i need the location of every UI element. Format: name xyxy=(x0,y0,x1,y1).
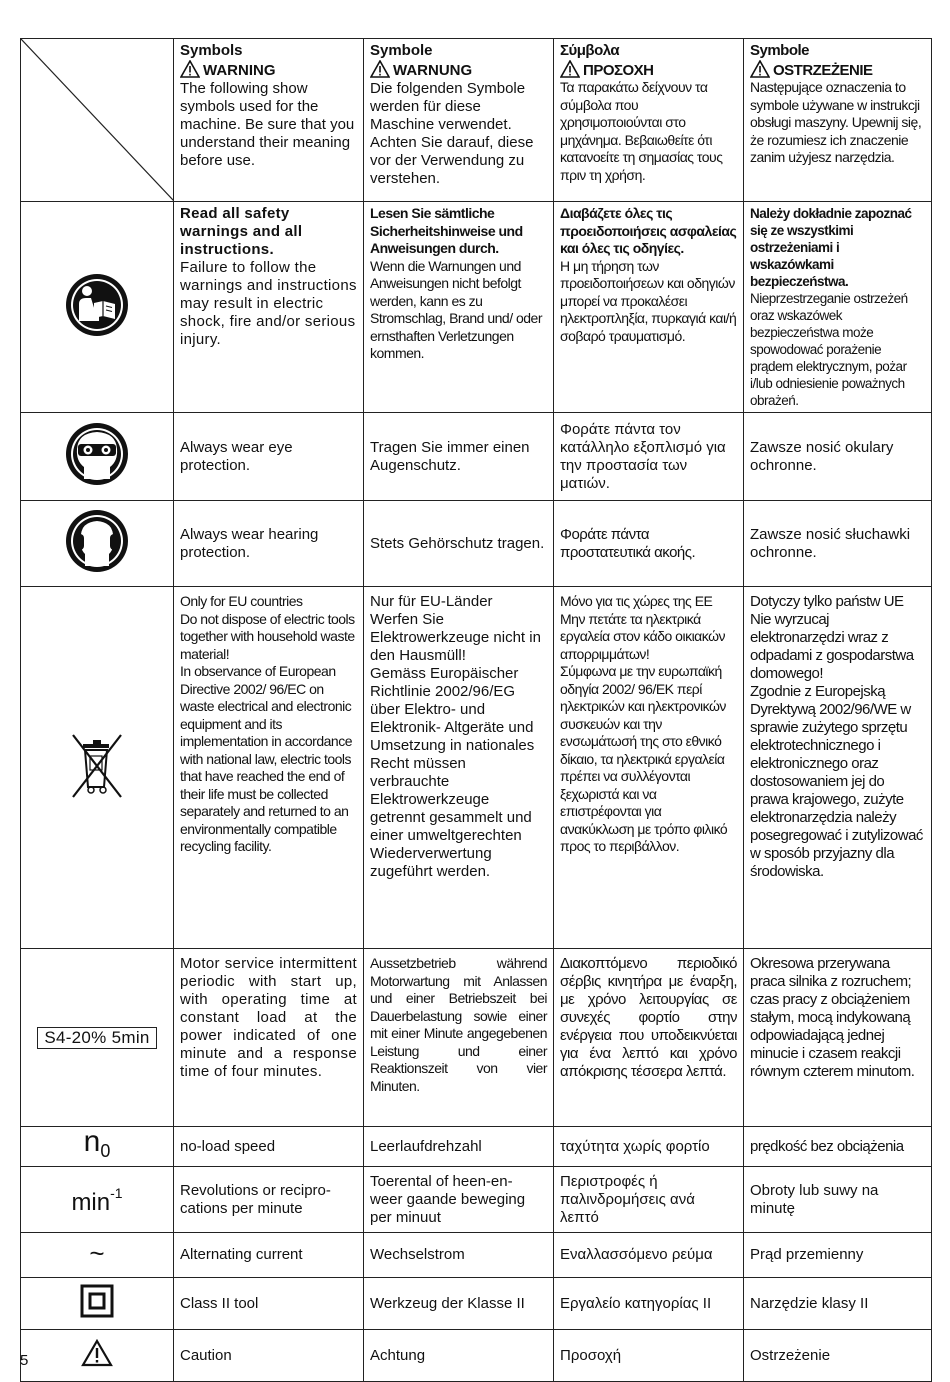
min-el: Περιστροφές ή παλινδρομήσεις ανά λεπτό xyxy=(554,1167,744,1233)
header-el-text: Τα παρακάτω δείχνουν τα σύμβολα που χρησιμοποιούνται στο μηχάνημα. Βεβαιωθείτε ότι κατανοείτε τη σημασίας τους πριν τη χρήση. xyxy=(560,79,723,183)
eye-en: Always wear eye protection. xyxy=(174,413,364,501)
min-symbol: min xyxy=(71,1189,111,1216)
symbols-table xyxy=(20,38,932,1382)
alternating-current-row xyxy=(21,1233,932,1278)
weee-symbol-cell xyxy=(21,587,174,949)
read-symbol-cell xyxy=(21,202,174,413)
header-diagonal-cell xyxy=(21,39,174,202)
ear-el: Φοράτε πάντα προστατευτικά ακοής. xyxy=(554,501,744,587)
ac-de: Wechselstrom xyxy=(364,1233,554,1278)
ear-pl: Zawsze nosić słuchawki ochronne. xyxy=(744,501,932,587)
eye-de: Tragen Sie immer einen Augenschutz. xyxy=(364,413,554,501)
weee-de: Nur für EU-Länder Werfen Sie Elektrowerkzeuge nicht in den Hausmüll! Gemäss Europäischer Richtlinie 2002/96/EG über Elektro- und Elektronik- Altgeräte und Umsetzung in nationales Recht müssen verbrauchte Elektrowerkzeuge getrennt gesammelt und einer umweltgerechten Wiederverwertung zugeführt werden. xyxy=(364,587,554,949)
min-symbol-cell xyxy=(21,1167,174,1233)
read-de xyxy=(364,202,554,413)
header-el xyxy=(554,39,744,202)
warning-triangle-icon xyxy=(81,1339,113,1367)
header-pl-title: Symbole xyxy=(750,42,810,59)
hearing-protection-icon xyxy=(64,508,130,574)
warning-triangle-icon xyxy=(180,60,200,78)
s4-pl: Okresowa przerywana praca silnika z rozruchem; czas pracy z obciążeniem stałym, mocą indykowaną odpowiadającą jednej minucie i czasem reakcji równym czterem minutom. xyxy=(744,949,932,1127)
eye-el: Φοράτε πάντα τον κατάλληλο εξοπλισμό για την προστασία των ματιών. xyxy=(554,413,744,501)
header-pl-warning xyxy=(750,60,925,80)
header-de-warning-label: WARNUNG xyxy=(393,62,473,79)
eye-symbol-cell xyxy=(21,413,174,501)
n0-symbol: n xyxy=(83,1126,101,1158)
hearing-protection-row xyxy=(21,501,932,587)
caution-de: Achtung xyxy=(364,1330,554,1382)
s4-de: Aussetzbetrieb während Motorwartung mit Anlassen und einer Betriebszeit bei Dauerbelastung sowie einer mit einer Minute angegebenen Leistung und einer Reaktionszeit von vier Minuten. xyxy=(364,949,554,1127)
header-en-warning-label: WARNING xyxy=(203,62,276,79)
class2-el: Εργαλείο κατηγορίας II xyxy=(554,1278,744,1330)
read-de-bold: Lesen Sie sämtliche Sicherheitshinweise und Anweisungen durch. xyxy=(370,205,523,256)
class-ii-row xyxy=(21,1278,932,1330)
eye-protection-row xyxy=(21,413,932,501)
class2-de: Werkzeug der Klasse II xyxy=(364,1278,554,1330)
eye-pl: Zawsze nosić okulary ochronne. xyxy=(744,413,932,501)
duty-cycle-badge: S4-20% 5min xyxy=(37,1027,156,1049)
n0-pl: prędkość bez obciążenia xyxy=(744,1127,932,1167)
ear-de: Stets Gehörschutz tragen. xyxy=(364,501,554,587)
weee-el: Μόνο για τις χώρες της ΕΕ Μην πετάτε τα ηλεκτρικά εργαλεία στον κάδο οικιακών απορριμμάτων! Σύμφωνα με την ευρωπαϊκή οδηγία 2002/ 96/ΕΚ περί ηλεκτρικών και ηλεκτρονικών συσκευών και την ενσωμάτωσή της στο εθνικό δίκαιο, τα ηλεκτρικά εργαλεία πρέπει να συλλέγονται ξεχωριστά και να επιστρέφονται για ανακύκλωση με τρόπο φιλικό προς το περιβάλλον. xyxy=(554,587,744,949)
warning-triangle-icon xyxy=(560,60,580,78)
weee-row xyxy=(21,587,932,949)
header-en-text: The following show symbols used for the machine. Be sure that you understand their meaning before use. xyxy=(180,80,355,169)
read-en-text: Failure to follow the warnings and instructions may result in electric shock, fire and/or serious injury. xyxy=(180,259,357,348)
ac-pl: Prąd przemienny xyxy=(744,1233,932,1278)
caution-pl: Ostrzeżenie xyxy=(744,1330,932,1382)
n0-symbol-cell xyxy=(21,1127,174,1167)
class2-pl: Narzędzie klasy II xyxy=(744,1278,932,1330)
rpm-row xyxy=(21,1167,932,1233)
ac-en: Alternating current xyxy=(174,1233,364,1278)
duty-cycle-row xyxy=(21,949,932,1127)
read-instructions-row xyxy=(21,202,932,413)
header-de-title: Symbole xyxy=(370,42,433,59)
diagonal-line xyxy=(21,39,174,201)
header-pl-warning-label: OSTRZEŻENIE xyxy=(773,61,873,79)
header-el-title: Σύμβολα xyxy=(560,42,620,59)
ac-el: Εναλλασσόμενο ρεύμα xyxy=(554,1233,744,1278)
ac-symbol-cell xyxy=(21,1233,174,1278)
class2-symbol-cell xyxy=(21,1278,174,1330)
no-load-speed-row xyxy=(21,1127,932,1167)
read-el-text: Η μη τήρηση των προειδοποιήσεων και οδηγιών μπορεί να προκαλέσει ηλεκτροπληξία, πυρκαγιά και/ή σοβαρό τραυματισμό. xyxy=(560,257,737,344)
header-el-warning-label: ΠΡΟΣΟΧΗ xyxy=(583,61,654,79)
read-en-bold: Read all safety warnings and all instructions. xyxy=(180,205,303,258)
read-el-bold: Διαβάζετε όλες τις προειδοποιήσεις ασφαλείας και όλες τις οδηγίες. xyxy=(560,205,737,256)
weee-en: Only for EU countries Do not dispose of electric tools together with household waste material! In observance of European Directive 2002/ 96/EC on waste electrical and electronic equipment and its implementation in accordance with national law, electric tools that have reached the end of their life must be collected separately and returned to an environmentally compatible recycling facility. xyxy=(174,587,364,949)
warning-triangle-icon xyxy=(370,60,390,78)
alternating-current-icon: ~ xyxy=(89,1237,105,1268)
header-de-text: Die folgenden Symbole werden für diese Maschine verwendet. Achten Sie darauf, diese vor der Verwendung zu verstehen. xyxy=(370,80,534,187)
header-de xyxy=(364,39,554,202)
min-de: Toerental of heen-en- weer gaande beweging per minuut xyxy=(364,1167,554,1233)
read-el xyxy=(554,202,744,413)
crossed-bin-icon xyxy=(69,731,125,799)
read-pl-text: Nieprzestrzeganie ostrzeżeń oraz wskazówek bezpieczeństwa może spowodować porażenie prądem elektrycznym, pożar i/lub odniesienie poważnych obrażeń. xyxy=(750,291,908,408)
class-ii-icon xyxy=(80,1284,114,1318)
min-pl: Obroty lub suwy na minutę xyxy=(744,1167,932,1233)
read-pl xyxy=(744,202,932,413)
header-row xyxy=(21,39,932,202)
min-superscript: -1 xyxy=(110,1185,123,1201)
n0-en: no-load speed xyxy=(174,1127,364,1167)
header-pl-text: Następujące oznaczenia to symbole używane w instrukcji obsługi maszyny. Upewnij się, że rozumiesz ich znaczenie zanim użyjesz narzędzia. xyxy=(750,79,922,165)
n0-el: ταχύτητα χωρίς φορτίο xyxy=(554,1127,744,1167)
header-en xyxy=(174,39,364,202)
header-en-title: Symbols xyxy=(180,42,243,59)
caution-en: Caution xyxy=(174,1330,364,1382)
header-pl xyxy=(744,39,932,202)
read-pl-bold: Należy dokładnie zapoznać się ze wszystkimi ostrzeżeniami i wskazówkami bezpieczeństwa. xyxy=(750,206,912,289)
ear-en: Always wear hearing protection. xyxy=(174,501,364,587)
s4-el: Διακοπτόμενο περιοδικό σέρβις κινητήρα με έναρξη, με χρόνο λειτουργίας σε συνεχές φορτίο στην ενέργεια που υποδεικνύεται για ένα λεπτό και χρόνο απόκρισης τέσσερα λεπτά. xyxy=(554,949,744,1127)
eye-protection-icon xyxy=(64,421,130,487)
n0-subscript: 0 xyxy=(100,1141,111,1161)
page-number: 5 xyxy=(20,1352,29,1369)
read-manual-icon xyxy=(63,271,131,339)
caution-el: Προσοχή xyxy=(554,1330,744,1382)
read-en xyxy=(174,202,364,413)
weee-pl: Dotyczy tylko państw UE Nie wyrzucaj elektronarzędzi wraz z odpadami z gospodarstwa domowego! Zgodnie z Europejską Dyrektywą 2002/96/WE w sprawie zużytego sprzętu elektrotechnicznego i elektronicznego oraz dostosowaniem jej do prawa krajowego, zużyte elektronarzędzia należy posegregować i zutylizować w sposób przyjazny dla środowiska. xyxy=(744,587,932,949)
header-en-warning xyxy=(180,60,357,80)
class2-en: Class II tool xyxy=(174,1278,364,1330)
min-en: Revolutions or recipro- cations per minute xyxy=(174,1167,364,1233)
warning-triangle-icon xyxy=(750,60,770,78)
read-de-text: Wenn die Warnungen und Anweisungen nicht befolgt werden, kann es zu Stromschlag, Brand und/ oder ernsthaften Verletzungen kommen. xyxy=(370,257,542,361)
s4-symbol-cell xyxy=(21,949,174,1127)
ear-symbol-cell xyxy=(21,501,174,587)
s4-en: Motor service intermittent periodic with start up, with operating time at constant load at the power indicated of one minute and a response time of four minutes. xyxy=(174,949,364,1127)
n0-de: Leerlaufdrehzahl xyxy=(364,1127,554,1167)
header-de-warning xyxy=(370,60,547,80)
header-el-warning xyxy=(560,60,737,80)
